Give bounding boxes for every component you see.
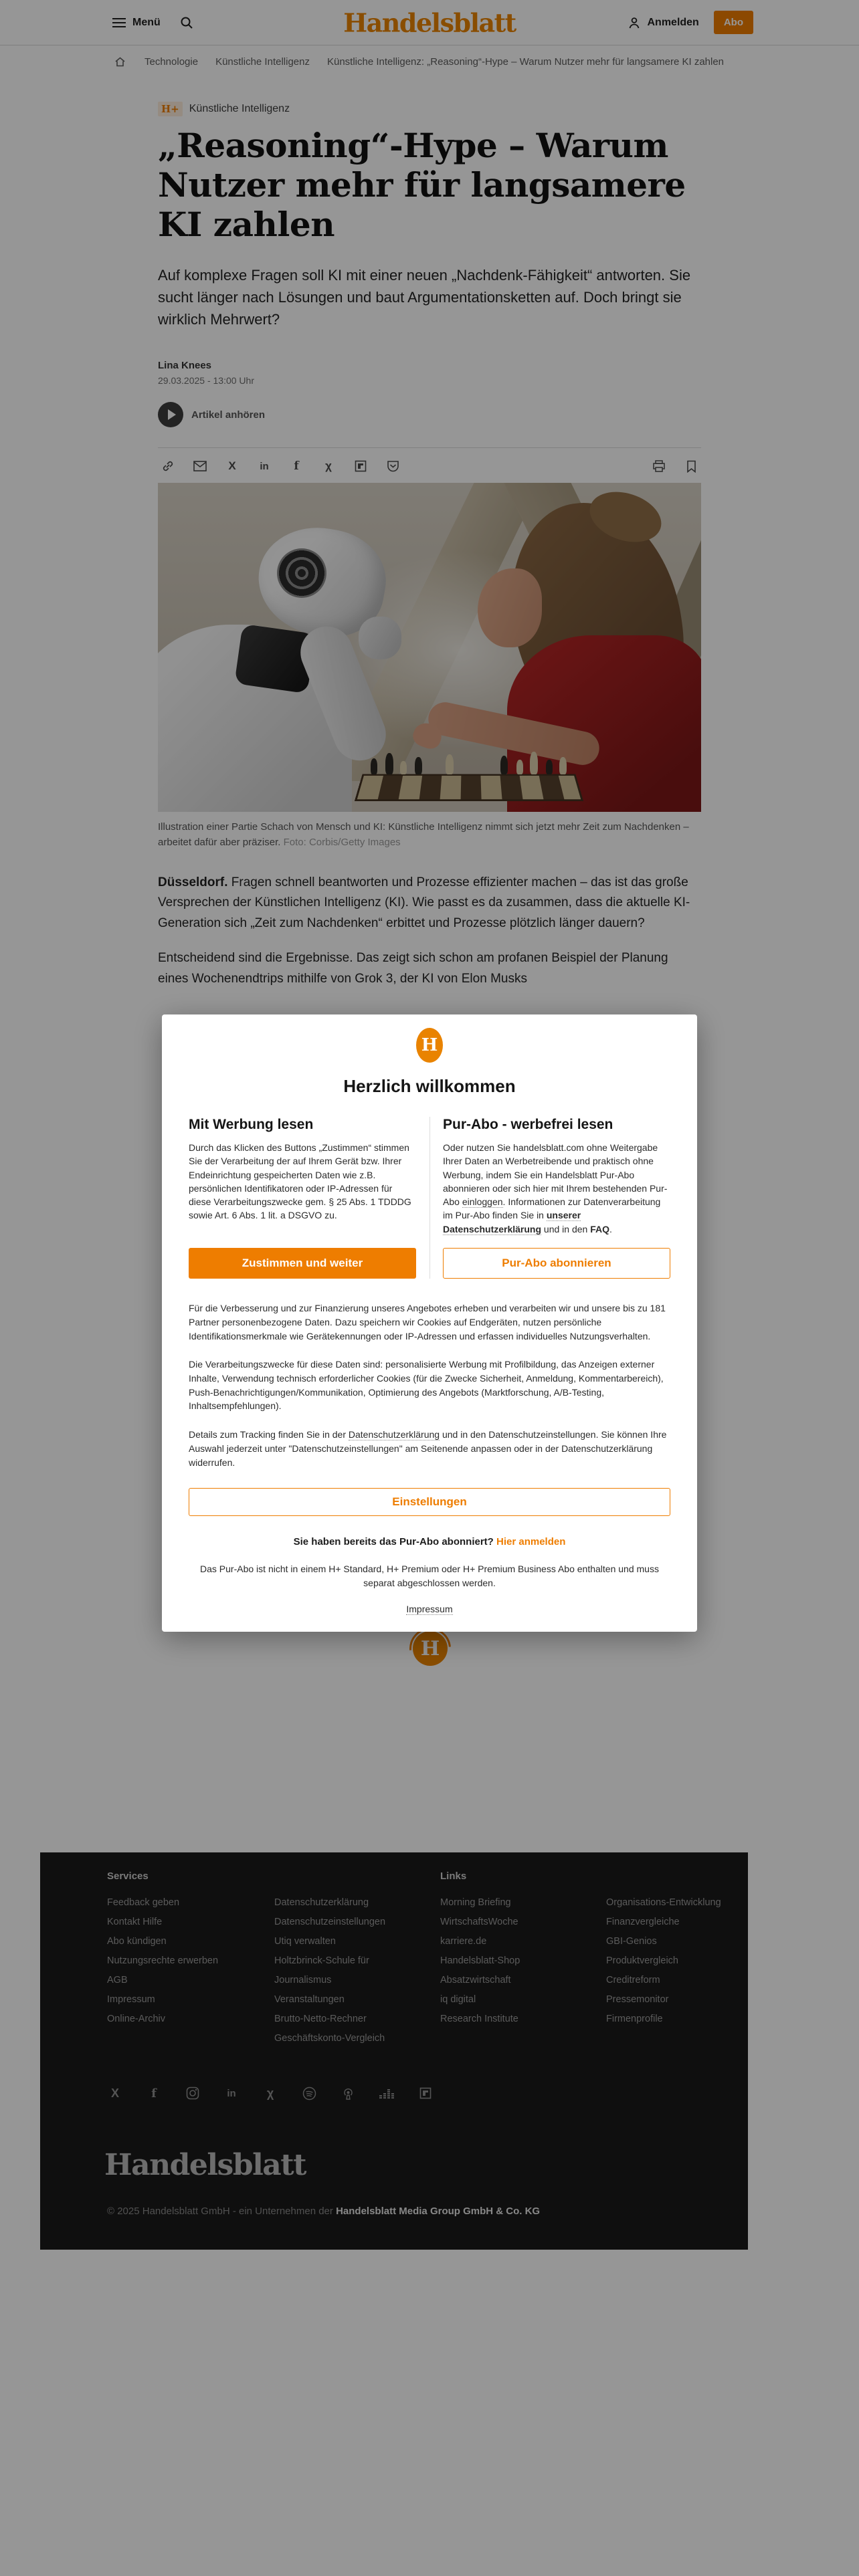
consent-accept-button[interactable]: Zustimmen und weiter bbox=[189, 1248, 416, 1279]
xing-icon[interactable]: χ bbox=[325, 459, 332, 472]
footer-link[interactable]: Feedback geben bbox=[107, 1897, 180, 1908]
xing-icon[interactable]: χ bbox=[266, 2086, 274, 2100]
paragraph-text: Fragen schnell beantworten und Prozesse effizienter machen – das ist das große Versprechen der Künstlichen Intelligenz (KI). Wie passt es da zusammen, dass die aktuelle KI-Generation sich „Zeit zum Nachdenken“ erbittet und Prozesse plötzlich länger dauern? bbox=[158, 875, 690, 930]
consent-ads-column bbox=[189, 1117, 416, 1279]
footer-link[interactable]: Datenschutzeinstellungen bbox=[274, 1917, 386, 1927]
footer-link[interactable]: Pressemonitor bbox=[606, 1994, 669, 2005]
breadcrumb-item-current: Künstliche Intelligenz: „Reasoning“-Hype – Warum Nutzer mehr für langsamere KI zahlen bbox=[326, 56, 725, 68]
tracking-text: Details zum Tracking finden Sie in der bbox=[189, 1429, 349, 1440]
image-credit: Foto: Corbis/Getty Images bbox=[283, 836, 401, 848]
tracking-text: und in den Datenschutzeinstellungen. Sie können Ihre Auswahl jederzeit unter "Datenschutzeinstellungen" am Seitenende anpassen oder in der Datenschutzerklärung widerrufen. bbox=[189, 1429, 667, 1468]
subscriber-question: Sie haben bereits das Pur-Abo abonniert? bbox=[293, 1536, 496, 1548]
purabo-text: . Informationen zur Datenverarbeitung im Pur-Abo finden Sie in bbox=[443, 1196, 661, 1221]
audio-label: Artikel anhören bbox=[191, 409, 266, 421]
privacy-policy-link[interactable]: Datenschutzerklärung bbox=[348, 1429, 440, 1440]
consent-paragraph-2: Die Verarbeitungszwecke für diese Daten sind: personalisierte Werbung mit Profilbildung, das Anzeigen externer Inhalte, Verwendung technisch erforderlicher Cookies (für die Zwecke Sicherheit, Anmeldung, Kommentarbereich), Push-Benachrichtigungen/Kommunikation, Optimierung des Angebots (Marktforschung, A/B-Testing, Inhaltsempfehlungen). bbox=[189, 1359, 664, 1412]
article-kicker[interactable]: Künstliche Intelligenz bbox=[189, 103, 290, 114]
copyright-text: © 2025 Handelsblatt GmbH - ein Unternehmen der bbox=[107, 2206, 337, 2217]
settings-button[interactable]: Einstellungen bbox=[189, 1488, 670, 1516]
footer-handelsblatt-logo: Handelsblatt bbox=[104, 2148, 306, 2182]
x-icon[interactable]: X bbox=[110, 2086, 119, 2100]
abo-button[interactable]: Abo bbox=[714, 11, 753, 34]
footer-link[interactable]: Holtzbrinck-Schule für Journalismus bbox=[274, 1955, 369, 1985]
footer-link[interactable]: karriere.de bbox=[440, 1936, 487, 1947]
footer-link[interactable]: Research Institute bbox=[440, 2014, 518, 2024]
spinner-h-logo: H bbox=[413, 1631, 448, 1666]
purabo-column-text bbox=[443, 1141, 670, 1236]
footer-link[interactable]: Handelsblatt-Shop bbox=[440, 1955, 520, 1966]
faq-link[interactable]: FAQ bbox=[590, 1223, 609, 1235]
footer-link[interactable]: Nutzungsrechte erwerben bbox=[107, 1955, 219, 1966]
author-name[interactable]: Lina Knees bbox=[158, 360, 212, 371]
purabo-column-heading: Pur-Abo - werbefrei lesen bbox=[443, 1117, 613, 1132]
privacy-policy-link[interactable]: unserer Datenschutzerklärung bbox=[443, 1210, 581, 1235]
footer-link[interactable]: Organisations-Entwicklung bbox=[606, 1897, 721, 1908]
login-here-link[interactable]: Hier anmelden bbox=[496, 1536, 566, 1548]
copyright-company: Handelsblatt Media Group GmbH & Co. KG bbox=[336, 2206, 541, 2217]
login-link[interactable]: einloggen bbox=[462, 1196, 503, 1208]
footer-link[interactable]: Online-Archiv bbox=[107, 2014, 166, 2024]
consent-purabo-column bbox=[443, 1117, 670, 1279]
ads-column-heading: Mit Werbung lesen bbox=[189, 1117, 314, 1132]
facebook-icon[interactable]: f bbox=[294, 459, 299, 473]
consent-paragraph-1: Für die Verbesserung und zur Finanzierung unseres Angebotes erheben und verarbeiten wir und unsere bis zu 181 Partner personenbezogene Daten. Dazu speichern wir Cookies auf Endgeräten, nutzen persönliche Identifikationsmerkmale wie Gerätekennungen oder IP-Adressen und erfassen individuelles Nutzungsverhalten. bbox=[189, 1303, 666, 1341]
purabo-text: Oder nutzen Sie handelsblatt.com ohne Weitergabe Ihrer Daten an Werbetreibende und praktisch ohne Werbung, indem Sie ein Handelsblatt Pur-Abo abonnieren oder sich hier mit Ihrem bestehenden Pur-Abo bbox=[443, 1142, 668, 1208]
footer-link[interactable]: Geschäftskonto-Vergleich bbox=[274, 2033, 385, 2044]
hplus-badge: H+ bbox=[158, 102, 183, 116]
footer-link[interactable]: Veranstaltungen bbox=[274, 1994, 345, 2005]
footer-link[interactable]: AGB bbox=[107, 1975, 128, 1985]
footer-link[interactable]: Utiq verwalten bbox=[274, 1936, 336, 1947]
footer-link[interactable]: Impressum bbox=[107, 1994, 155, 2005]
publish-date: 29.03.2025 - 13:00 Uhr bbox=[158, 375, 254, 386]
footer-link[interactable]: Morning Briefing bbox=[440, 1897, 511, 1908]
x-icon[interactable]: X bbox=[228, 459, 236, 472]
impressum-link[interactable]: Impressum bbox=[406, 1604, 453, 1615]
linkedin-icon[interactable]: in bbox=[227, 2087, 236, 2099]
footer-link[interactable]: Brutto-Netto-Rechner bbox=[274, 2014, 367, 2024]
breadcrumb-item-technologie[interactable]: Technologie bbox=[145, 56, 199, 68]
footer-link[interactable]: GBI-Genios bbox=[606, 1936, 657, 1947]
purabo-subscribe-button[interactable]: Pur-Abo abonnieren bbox=[443, 1248, 670, 1279]
existing-subscriber-row bbox=[189, 1536, 670, 1547]
footer-link[interactable]: Datenschutzerklärung bbox=[274, 1897, 369, 1908]
facebook-icon[interactable]: f bbox=[151, 2086, 157, 2101]
consent-dialog bbox=[162, 1014, 697, 1632]
footer-link[interactable]: Creditreform bbox=[606, 1975, 660, 1985]
footer-link[interactable]: Firmenprofile bbox=[606, 2014, 663, 2024]
menu-label: Menü bbox=[132, 16, 161, 28]
dateline: Düsseldorf. bbox=[158, 875, 228, 889]
consent-paragraph-3 bbox=[189, 1428, 670, 1469]
footer-link[interactable]: Produktvergleich bbox=[606, 1955, 678, 1966]
login-label: Anmelden bbox=[647, 16, 699, 28]
consent-title: Herzlich willkommen bbox=[343, 1076, 516, 1096]
ads-column-text: Durch das Klicken des Buttons „Zustimmen“ stimmen Sie der Verarbeitung der auf Ihrem Gerät bzw. Ihrer Endeinrichtung gespeicherten Daten wie z.B. persönlichen Identifikatoren oder IP-Adressen für diese Verarbeitungszwecke gem. § 25 Abs. 1 TDDDG sowie Art. 6 Abs. 1 lit. a DSGVO zu. bbox=[189, 1142, 411, 1221]
caption-text: Illustration einer Partie Schach von Mensch und KI: Künstliche Intelligenz nimmt sich jetzt mehr Zeit zum Nachdenken – arbeitet dafür aber präziser. bbox=[158, 821, 689, 848]
footer-links-header: Links bbox=[440, 1870, 467, 1882]
linkedin-icon[interactable]: in bbox=[260, 460, 269, 472]
article-intro: Auf komplexe Fragen soll KI mit einer neuen „Nachdenk-Fähigkeit“ antworten. Sie sucht länger nach Lösungen und baut Argumentationsketten auf. Doch bringt sie wirklich Mehrwert? bbox=[158, 267, 691, 328]
footer-services-header: Services bbox=[107, 1870, 149, 1882]
footer-link[interactable]: Abo kündigen bbox=[107, 1936, 167, 1947]
handelsblatt-h-logo: H bbox=[416, 1028, 443, 1063]
footer-link[interactable]: Kontakt Hilfe bbox=[107, 1917, 163, 1927]
article-headline: „Reasoning“-Hype – Warum Nutzer mehr für langsamere KI zahlen bbox=[158, 126, 686, 244]
purabo-text: und in den bbox=[541, 1223, 591, 1235]
footer-link[interactable]: WirtschaftsWoche bbox=[440, 1917, 518, 1927]
breadcrumb-item-ki[interactable]: Künstliche Intelligenz bbox=[215, 56, 310, 68]
footer-link[interactable]: Finanzvergleiche bbox=[606, 1917, 680, 1927]
footer-link[interactable]: Absatzwirtschaft bbox=[440, 1975, 511, 1985]
purabo-note: Das Pur-Abo ist nicht in einem H+ Standard, H+ Premium oder H+ Premium Business Abo enthalten und muss separat abgeschlossen werden. bbox=[200, 1564, 659, 1589]
article-paragraph-2: Entscheidend sind die Ergebnisse. Das zeigt sich schon am profanen Beispiel der Planung eines Wochenendtrips mithilfe von Grok 3, der KI von Elon Musks bbox=[158, 951, 668, 986]
footer-link[interactable]: iq digital bbox=[440, 1994, 476, 2005]
purabo-text: . bbox=[609, 1223, 612, 1235]
handelsblatt-logo[interactable]: Handelsblatt bbox=[343, 7, 516, 37]
impressum-row bbox=[189, 1604, 670, 1614]
